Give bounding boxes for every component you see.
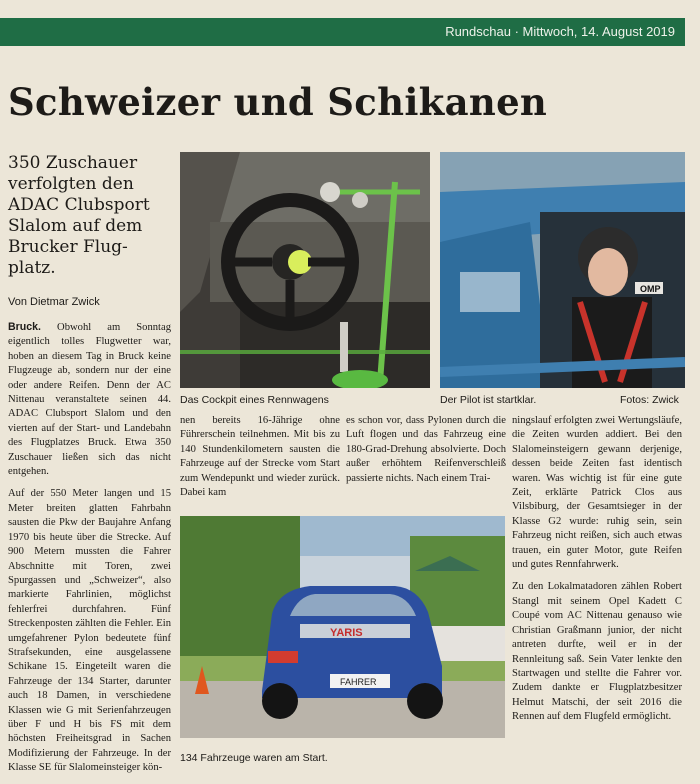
cockpit-photo bbox=[180, 152, 430, 388]
car-caption: 134 Fahrzeuge waren am Start. bbox=[180, 752, 328, 764]
cockpit-caption: Das Cockpit eines Rennwagens bbox=[180, 394, 329, 406]
paragraph-4b: Zu den Lokalmatadoren zählen Robert Stangl mit seinem Opel Kadett C Coupé vom AC Nittenau genauso wie Christian Graßmann junior, der nicht antreten durfte, weil er in der Rennleitung saß. Sein Vater lenkte den Startwagen und stellte die Fahrer vor. Zudem dankte er Flugplatzbesitzer Helmut Matschi, der seit 2016 die Rennen auf dem Flugfeld ermöglicht. bbox=[512, 581, 682, 723]
pilot-caption: Der Pilot ist startklar. bbox=[440, 394, 537, 406]
car-sticker-label: YARIS bbox=[330, 627, 363, 639]
paragraph-1: Bruck. Obwohl am Sonntag eigentlich tolles Flugwetter war, hoben an diesem Tag in Bruck keine Flugzeuge ab, sondern nur der eine oder andere Reifen. Denn der AC Nittenau veranstaltete seinen 44. ADAC Clubsport Slalom und den vierten auf der Start- und Landebahn des Flugplatzes Bruck. Etwa 350 Zuschauer ließen sich das nicht entgehen. bbox=[8, 321, 171, 478]
masthead-bar bbox=[0, 18, 685, 46]
article-column-2: nen bereits 16-Jährige ohne Führerschein teilnehmen. Mit bis zu 140 Stundenkilometern sausten die Fahrzeuge auf der Strecke vom Start zum Wendepunkt und wieder zurück. Dabei kam bbox=[180, 415, 340, 499]
byline: Von Dietmar Zwick bbox=[8, 296, 100, 308]
helmet-brand-label: OMP bbox=[640, 284, 661, 294]
headline: Schweizer und Schikanen bbox=[8, 80, 548, 124]
race-car-photo bbox=[180, 516, 505, 738]
article-column-1 bbox=[8, 320, 171, 784]
photo-credit: Fotos: Zwick bbox=[620, 394, 679, 406]
license-plate-label: FAHRER bbox=[340, 677, 377, 687]
dateline: Bruck. bbox=[8, 321, 41, 333]
masthead-text: Rundschau · Mittwoch, 14. August 2019 bbox=[445, 24, 675, 39]
article-column-3: es schon vor, dass Pylonen durch die Luft flogen und das Fahrzeug eine 180-Grad-Drehung absolvierte. Doch außer erhöhtem Reifenverschleiß passierte nichts. Nach einem Trai- bbox=[346, 415, 506, 484]
article-column-4 bbox=[512, 414, 682, 733]
subheadline: 350 Zuschauer verfolgten den ADAC Clubsport Slalom auf dem Brucker Flug- platz. bbox=[8, 153, 150, 278]
paragraph-2: Auf der 550 Meter langen und 15 Meter breiten glatten Fahrbahn sausten die Pkw der Baujahre Anfang 1970 bis heute über die Strecke. Auf 900 Metern mussten die Fahrer Abschnitte mit Toren, zwei Spurgassen und „Schweizer“, also markierte Fahrlinien, möglichst fehlerfrei durchfahren. Fünf Streckenposten zählten die Fehler. Ein umgefahrener Pylon bedeutete fünf Strafsekunden, eine ausgelassene Schikane 15. Eingeteilt waren die Fahrzeuge der 134 Starter, darunter auch 18 Damen, in verschiedene Klassen wie G mit Serienfahrzeugen über F und H bis FS mit dem höchsten Freiheitsgrad in Sachen Modifizierung der Fahrzeuge. In der Klasse SE für Slalomeinsteiger kön- bbox=[8, 488, 171, 774]
pilot-photo bbox=[440, 152, 685, 388]
paragraph-4a: ningslauf erfolgten zwei Wertungsläufe, die Zeiten wurden addiert. Bei den Slalomeinsteigern gewann derjenige, dessen beide Zeiten fast identisch waren. Was wichtig ist für eine gute Zeit, erklärte Patrick Clos aus Vilsbiburg, der Gesamtsieger in der Klasse G2 wurde: ruhig sein, sein Fahrzeug nicht reißen, sich auch etwas trauen, ein guter Motor, gute Reifen und gutes Rennfahrwerk. bbox=[512, 415, 682, 571]
